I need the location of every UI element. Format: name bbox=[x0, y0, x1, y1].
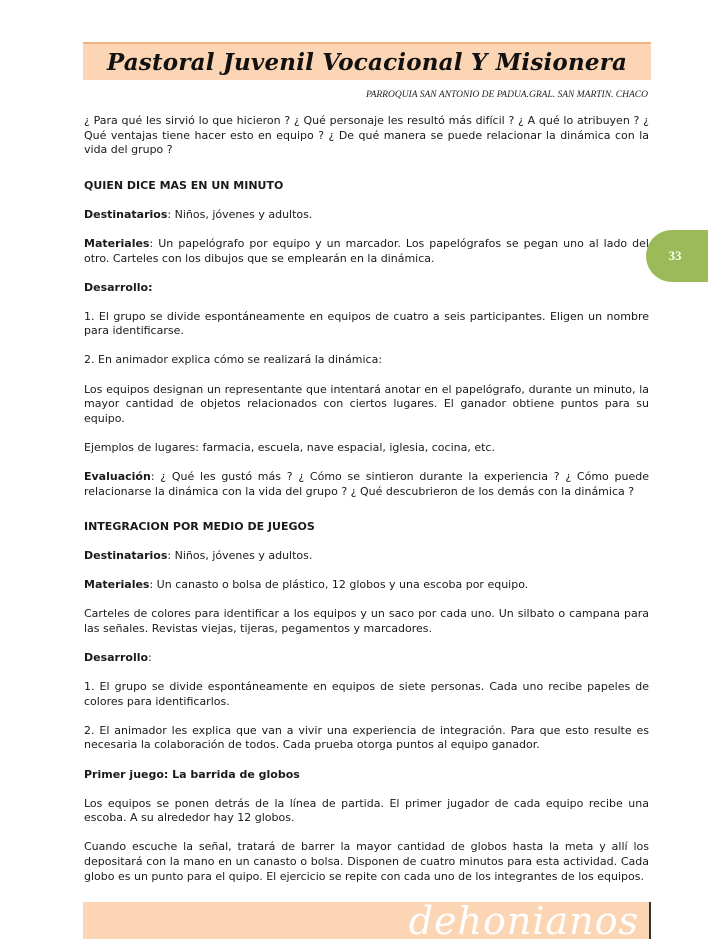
page-number: 33 bbox=[668, 248, 682, 263]
s1-evaluacion-text: : ¿ Qué les gustó más ? ¿ Cómo se sintieron durante la experiencia ? ¿ Cómo puede relacionarse la dinámica con la vida del grupo ? ¿ Qué descubrieron de los demás con la dinámica ? bbox=[84, 469, 649, 498]
s2-juego-p1: Los equipos se ponen detrás de la línea de partida. El primer jugador de cada equipo recibe una escoba. A su alrededor hay 12 globos. bbox=[84, 796, 649, 825]
footer-logo: dehonianos bbox=[408, 898, 639, 943]
s1-materiales bbox=[84, 237, 649, 266]
intro-questions: ¿ Para qué les sirvió lo que hicieron ? ¿ Qué personaje les resultó más difícil ? ¿ A qué lo atribuyen ? ¿ Qué ventajas tiene hacer esto en equipo ? ¿ De qué manera se puede relacionar la dinámica con la vida del grupo ? bbox=[84, 114, 649, 157]
s1-destinatarios-text: : Niños, jóvenes y adultos. bbox=[167, 207, 313, 221]
s2-juego-p2: Cuando escuche la señal, tratará de barrer la mayor cantidad de globos hasta la meta y allí los depositará con la mano en un canasto o bolsa. Disponen de cuatro minutos para esta actividad. Cada globo es un punto para el quipo. El ejercicio se repite con cada uno de los integrantes de los equipos. bbox=[84, 840, 649, 883]
s2-carteles: Carteles de colores para identificar a los equipos y un saco por cada uno. Un silbato o campana para las señales. Revistas viejas, tijeras, pegamentos y marcadores. bbox=[84, 607, 649, 635]
footer-divider bbox=[649, 902, 651, 939]
s2-desarrollo-colon: : bbox=[148, 651, 152, 665]
s1-materiales-label: Materiales bbox=[84, 236, 150, 250]
s1-materiales-text: : Un papelógrafo por equipo y un marcador. Los papelógrafos se pegan uno al lado del otro. Carteles con los dibujos que se emplearán en la dinámica. bbox=[84, 236, 649, 265]
s1-destinatarios bbox=[84, 208, 649, 223]
s1-examples: Ejemplos de lugares: farmacia, escuela, nave espacial, iglesia, cocina, etc. bbox=[84, 440, 495, 454]
s2-destinatarios-text: : Niños, jóvenes y adultos. bbox=[167, 549, 313, 563]
s1-explanation: Los equipos designan un representante que intentará anotar en el papelógrafo, durante un minuto, la mayor cantidad de objetos relacionados con ciertos lugares. El ganador obtiene puntos para su equipo. bbox=[84, 382, 649, 425]
page-number-badge bbox=[646, 230, 708, 282]
s2-materiales-text: : Un canasto o bolsa de plástico, 12 globos y una escoba por equipo. bbox=[149, 578, 529, 592]
footer-band bbox=[83, 898, 651, 943]
section-title-quien-dice: QUIEN DICE MAS EN UN MINUTO bbox=[84, 178, 284, 192]
section-title-integracion: INTEGRACION POR MEDIO DE JUEGOS bbox=[84, 520, 315, 534]
s1-desarrollo-label: Desarrollo: bbox=[84, 280, 153, 294]
s2-step1: 1. El grupo se divide espontáneamente en equipos de siete personas. Cada uno recibe papeles de colores para identificarlos. bbox=[84, 680, 649, 708]
s2-step2: 2. El animador les explica que van a vivir una experiencia de integración. Para que esto resulte es necesaria la colaboración de todos. Cada prueba otorga puntos al equipo ganador. bbox=[84, 723, 649, 752]
s1-evaluacion bbox=[84, 470, 649, 499]
s2-materiales-label: Materiales bbox=[84, 578, 150, 592]
header-band bbox=[83, 42, 651, 80]
s2-desarrollo bbox=[84, 651, 649, 666]
document-body bbox=[84, 114, 649, 899]
s1-destinatarios-label: Destinatarios bbox=[84, 207, 168, 221]
s1-evaluacion-label: Evaluación bbox=[84, 469, 151, 483]
s2-destinatarios bbox=[84, 549, 649, 564]
s2-desarrollo-label: Desarrollo bbox=[84, 651, 149, 665]
s1-step1: 1. El grupo se divide espontáneamente en equipos de cuatro a seis participantes. Eligen un nombre para identificarse. bbox=[84, 309, 649, 338]
header-title: Pastoral Juvenil Vocacional Y Misionera bbox=[106, 48, 628, 76]
s1-step2: 2. En animador explica cómo se realizará la dinámica: bbox=[84, 353, 383, 367]
s2-destinatarios-label: Destinatarios bbox=[84, 549, 168, 563]
s2-primer-juego: Primer juego: La barrida de globos bbox=[84, 767, 300, 781]
parish-name: PARROQUIA SAN ANTONIO DE PADUA.GRAL. SAN MARTIN. CHACO bbox=[365, 90, 648, 100]
s2-materiales bbox=[84, 578, 649, 593]
